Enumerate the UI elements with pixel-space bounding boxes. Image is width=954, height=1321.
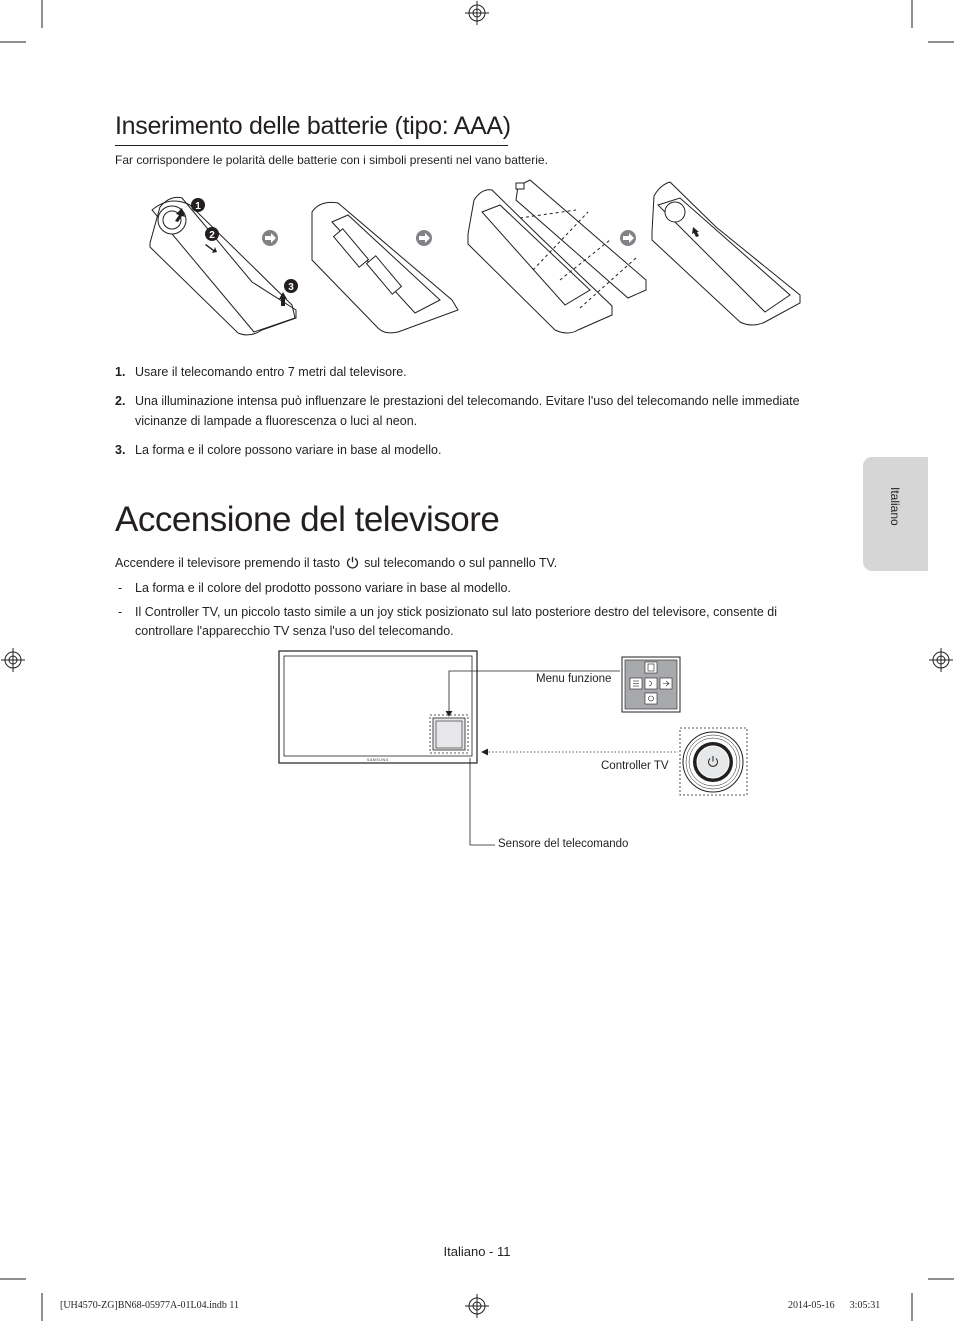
controller-tv-label: Controller TV (601, 760, 669, 772)
tv-illustration (279, 651, 477, 763)
language-tab-label: Italiano (888, 487, 902, 526)
step-2-label: 2 (209, 230, 215, 241)
print-slug-right: 2014-05-16 3:05:31 (788, 1300, 881, 1311)
list-item: - Il Controller TV, un piccolo tasto simile a un joy stick posizionato sul lato posteriore destro del televisore, consente di controllare l'apparecchio TV senza l'uso del telecomando. (118, 605, 777, 638)
power-icon (645, 693, 657, 704)
power-intro-text: Accendere il televisore premendo il tasto sul telecomando o sul pannello TV. (115, 556, 558, 570)
function-menu-panel (622, 657, 680, 712)
section-title-power-on: Accensione del televisore (115, 500, 500, 539)
brand-logo: SAMSUNG (367, 758, 389, 762)
language-side-tab (863, 457, 928, 571)
battery-intro-text: Far corrispondere le polarità delle batterie con i simboli presenti nel vano batterie. (115, 153, 548, 167)
source-icon (645, 662, 657, 673)
step-3-label: 3 (288, 282, 294, 293)
page-footer: Italiano - 11 (443, 1244, 511, 1259)
menu-funzione-label: Menu funzione (536, 673, 612, 685)
list-item: 1. Usare il telecomando entro 7 metri dal televisore. (115, 365, 407, 379)
print-slug-left: [UH4570-ZG]BN68-05977A-01L04.indb 11 (60, 1300, 240, 1311)
list-item: 2. Una illuminazione intensa può influenzare le prestazioni del telecomando. Evitare l'uso del telecomando nelle immediate vicinanze di lampade a fluorescenza o luci al neon. (115, 394, 800, 428)
list-item: - La forma e il colore del prodotto possono variare in base al modello. (118, 581, 511, 595)
section-title-batteries: Inserimento delle batterie (tipo: AAA) (115, 112, 511, 141)
list-item: 3. La forma e il colore possono variare in base al modello. (115, 443, 442, 457)
remote-sensor-label: Sensore del telecomando (498, 838, 629, 850)
tv-controller-button (680, 728, 747, 795)
return-icon (645, 678, 657, 689)
step-1-label: 1 (195, 201, 201, 212)
